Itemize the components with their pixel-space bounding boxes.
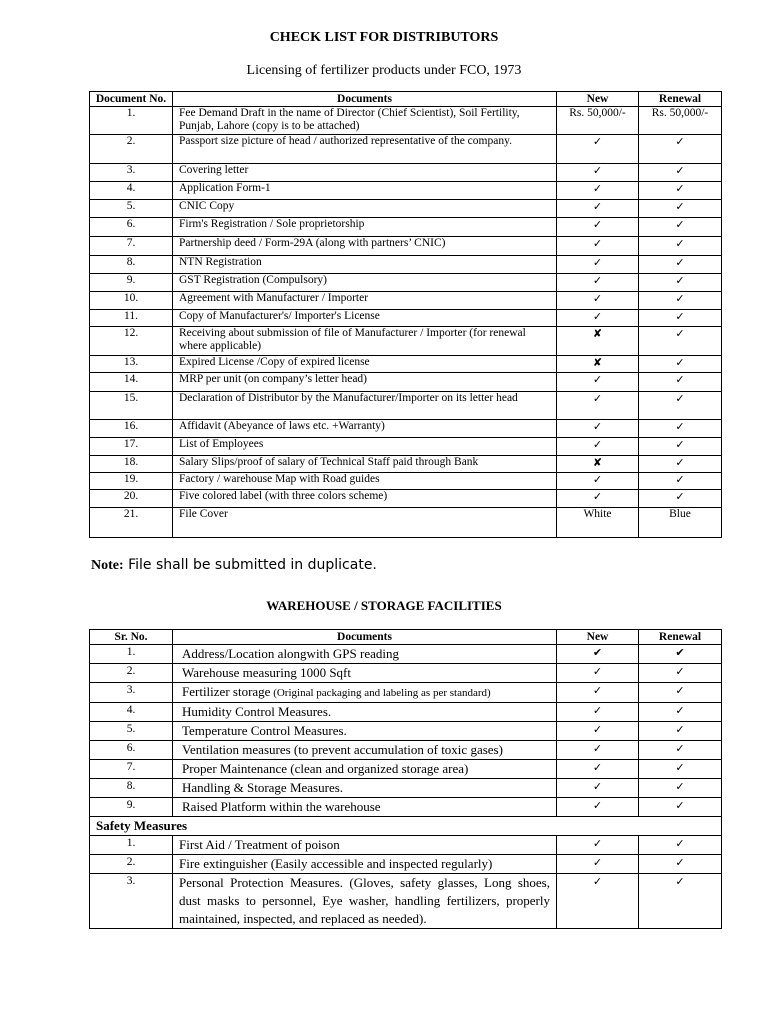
table-row [90,107,722,135]
table-row [90,356,722,373]
table-row [90,135,722,164]
check-icon-renewal: ✓ [639,256,722,274]
check-icon-renewal: ✓ [639,356,722,373]
row-number: 1. [90,645,173,664]
row-document [173,722,557,741]
check-icon-new: ✓ [557,683,639,703]
table-row [90,703,722,722]
check-icon-new: ✓ [557,836,639,855]
row-number: 3. [90,683,173,703]
row-number: 5. [90,200,173,218]
row-document-text: Fertilizer storage [182,684,271,699]
check-icon-renewal: ✔ [639,645,722,664]
check-icon-new: ✓ [557,164,639,182]
note-body: File shall be submitted in duplicate. [123,557,377,573]
check-icon-new: ✓ [557,798,639,817]
table-row [90,836,722,855]
check-icon-renewal: ✓ [639,135,722,164]
check-icon-renewal: ✓ [639,237,722,256]
check-icon-renewal: ✓ [639,798,722,817]
row-document-text: Handling & Storage Measures. [182,780,344,795]
header-sr-no: Sr. No. [90,630,173,645]
row-document [173,760,557,779]
row-document-text: Address/Location alongwith GPS reading [182,646,399,661]
table-header-row [90,92,722,107]
check-icon-new: ✓ [557,256,639,274]
check-icon-new: ✓ [557,490,639,508]
row-document [173,741,557,760]
check-icon-renewal: ✓ [639,164,722,182]
check-icon-new: ✓ [557,200,639,218]
row-number: 4. [90,703,173,722]
row-document-detail: (Original packaging and labeling as per standard) [270,687,491,699]
table-row [90,200,722,218]
check-icon-new: ✓ [557,420,639,438]
table-row [90,164,722,182]
check-icon-new: ✓ [557,760,639,779]
row-document: GST Registration (Compulsory) [173,274,557,292]
row-document: Receiving about submission of file of Manufacturer / Importer (for renewal where applicable) [173,327,557,356]
row-document [173,645,557,664]
check-icon-new: ✓ [557,473,639,490]
row-new-value: White [557,508,639,538]
row-document: Firm's Registration / Sole proprietorship [173,218,557,237]
table-row [90,645,722,664]
row-number: 4. [90,182,173,200]
check-icon-renewal: ✓ [639,327,722,356]
row-document-text: Ventilation measures (to prevent accumulation of toxic gases) [182,742,503,757]
row-document: Passport size picture of head / authorized representative of the company. [173,135,557,164]
warehouse-checklist-table [89,629,722,929]
row-number: 18. [90,456,173,473]
row-document-text: Proper Maintenance (clean and organized storage area) [182,761,469,776]
row-number: 16. [90,420,173,438]
row-number: 2. [90,855,173,874]
row-document [173,683,557,703]
row-number: 2. [90,664,173,683]
check-icon-new: ✓ [557,664,639,683]
row-document-text: Temperature Control Measures. [182,723,347,738]
table-row [90,473,722,490]
row-document-text: Warehouse measuring 1000 Sqft [182,665,351,680]
row-document: Five colored label (with three colors scheme) [173,490,557,508]
row-number: 20. [90,490,173,508]
check-icon-renewal: ✓ [639,182,722,200]
safety-section-row [90,817,722,836]
row-document: NTN Registration [173,256,557,274]
header-new: New [557,630,639,645]
cross-icon-new: ✘ [557,356,639,373]
table-row [90,420,722,438]
row-document [173,779,557,798]
row-renewal-value: Rs. 50,000/- [639,107,722,135]
row-document: File Cover [173,508,557,538]
table-row [90,741,722,760]
header-renewal: Renewal [639,92,722,107]
cross-icon-new: ✘ [557,456,639,473]
check-icon-new: ✓ [557,237,639,256]
table-row [90,664,722,683]
table-row [90,182,722,200]
table-row [90,392,722,420]
table-row [90,855,722,874]
table-row [90,327,722,356]
check-icon-renewal: ✓ [639,490,722,508]
row-number: 10. [90,292,173,310]
row-document: Declaration of Distributor by the Manufacturer/Importer on its letter head [173,392,557,420]
check-icon-renewal: ✓ [639,218,722,237]
table-row [90,722,722,741]
check-icon-renewal: ✓ [639,274,722,292]
row-number: 13. [90,356,173,373]
row-new-value: Rs. 50,000/- [557,107,639,135]
row-document: List of Employees [173,438,557,456]
check-icon-renewal: ✓ [639,373,722,392]
table-row [90,310,722,327]
row-document: Expired License /Copy of expired license [173,356,557,373]
row-number: 1. [90,107,173,135]
row-number: 7. [90,760,173,779]
check-icon-renewal: ✓ [639,779,722,798]
check-icon-renewal: ✓ [639,473,722,490]
check-icon-renewal: ✓ [639,456,722,473]
row-number: 3. [90,874,173,929]
row-number: 6. [90,741,173,760]
header-documents: Documents [173,92,557,107]
row-document: Partnership deed / Form-29A (along with partners’ CNIC) [173,237,557,256]
table-row [90,237,722,256]
row-document: Agreement with Manufacturer / Importer [173,292,557,310]
check-icon-renewal: ✓ [639,836,722,855]
row-number: 21. [90,508,173,538]
row-number: 8. [90,779,173,798]
check-icon-new: ✓ [557,274,639,292]
check-icon-new: ✓ [557,438,639,456]
row-document: Covering letter [173,164,557,182]
row-document: Fire extinguisher (Easily accessible and inspected regularly) [173,855,557,874]
table-row [90,218,722,237]
table-row [90,683,722,703]
check-icon-renewal: ✓ [639,855,722,874]
check-icon-new: ✓ [557,779,639,798]
row-renewal-value: Blue [639,508,722,538]
check-icon-renewal: ✓ [639,420,722,438]
table-header-row [90,630,722,645]
check-icon-renewal: ✓ [639,703,722,722]
table-row [90,456,722,473]
table-row [90,438,722,456]
table-row [90,508,722,538]
row-number: 11. [90,310,173,327]
check-icon-new: ✓ [557,722,639,741]
row-number: 9. [90,274,173,292]
check-icon-new: ✓ [557,855,639,874]
check-icon-new: ✓ [557,182,639,200]
check-icon-renewal: ✓ [639,874,722,929]
row-document-text: Raised Platform within the warehouse [182,799,381,814]
row-number: 3. [90,164,173,182]
header-new: New [557,92,639,107]
check-icon-renewal: ✓ [639,310,722,327]
check-icon-renewal: ✓ [639,292,722,310]
header-renewal: Renewal [639,630,722,645]
note-label: Note: [91,558,124,573]
row-number: 2. [90,135,173,164]
check-icon-renewal: ✓ [639,438,722,456]
row-number: 9. [90,798,173,817]
row-number: 14. [90,373,173,392]
row-document [173,703,557,722]
table-row [90,490,722,508]
row-number: 12. [90,327,173,356]
check-icon-renewal: ✓ [639,664,722,683]
table-row [90,874,722,929]
check-icon-new: ✓ [557,874,639,929]
row-document: Affidavit (Abeyance of laws etc. +Warranty) [173,420,557,438]
row-document: MRP per unit (on company’s letter head) [173,373,557,392]
row-document-text: Humidity Control Measures. [182,704,332,719]
table-row [90,373,722,392]
row-number: 15. [90,392,173,420]
row-number: 5. [90,722,173,741]
row-document [173,798,557,817]
check-icon-new: ✔ [557,645,639,664]
row-document: CNIC Copy [173,200,557,218]
row-number: 7. [90,237,173,256]
row-number: 17. [90,438,173,456]
check-icon-renewal: ✓ [639,741,722,760]
check-icon-renewal: ✓ [639,722,722,741]
check-icon-renewal: ✓ [639,683,722,703]
table-row [90,779,722,798]
check-icon-new: ✓ [557,703,639,722]
row-document: Copy of Manufacturer's/ Importer's License [173,310,557,327]
check-icon-new: ✓ [557,292,639,310]
header-documents: Documents [173,630,557,645]
table-row [90,798,722,817]
check-icon-new: ✓ [557,310,639,327]
row-document: Fee Demand Draft in the name of Director (Chief Scientist), Soil Fertility, Punjab, Lahore (copy is to be attached) [173,107,557,135]
page-title: CHECK LIST FOR DISTRIBUTORS [269,30,499,45]
table-row [90,274,722,292]
check-icon-new: ✓ [557,135,639,164]
page-subtitle: Licensing of fertilizer products under FCO, 1973 [246,63,522,78]
check-icon-renewal: ✓ [639,200,722,218]
check-icon-new: ✓ [557,741,639,760]
row-document: Salary Slips/proof of salary of Technical Staff paid through Bank [173,456,557,473]
check-icon-renewal: ✓ [639,392,722,420]
section-title-warehouse: WAREHOUSE / STORAGE FACILITIES [266,598,502,613]
row-number: 1. [90,836,173,855]
row-document: First Aid / Treatment of poison [173,836,557,855]
row-document [173,664,557,683]
row-number: 19. [90,473,173,490]
check-icon-renewal: ✓ [639,760,722,779]
check-icon-new: ✓ [557,218,639,237]
table-row [90,256,722,274]
row-document: Factory / warehouse Map with Road guides [173,473,557,490]
cross-icon-new: ✘ [557,327,639,356]
note-text [91,557,377,574]
table-row [90,292,722,310]
safety-section-title: Safety Measures [90,817,722,836]
check-icon-new: ✓ [557,392,639,420]
row-document: Application Form-1 [173,182,557,200]
table-row [90,760,722,779]
row-number: 6. [90,218,173,237]
distributor-checklist-table [89,91,722,538]
header-document-no: Document No. [90,92,173,107]
row-document: Personal Protection Measures. (Gloves, safety glasses, Long shoes, dust masks to personnel, Eye washer, handling fertilizers, properly maintained, inspected, and replaced as needed). [173,874,557,929]
check-icon-new: ✓ [557,373,639,392]
row-number: 8. [90,256,173,274]
